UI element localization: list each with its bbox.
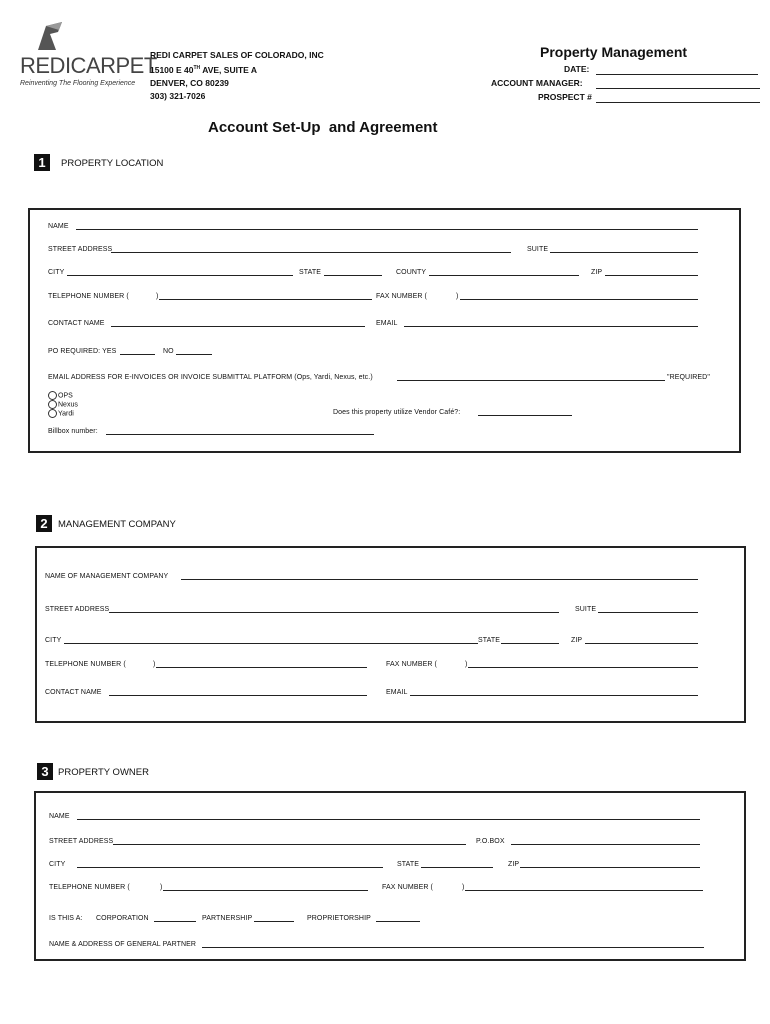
s3-corporation-field[interactable] xyxy=(154,921,196,922)
s2-contact-label: CONTACT NAME xyxy=(45,689,102,696)
s1-suite-label: SUITE xyxy=(527,246,549,253)
s3-street-label: STREET ADDRESS xyxy=(49,838,114,845)
s1-state-field[interactable] xyxy=(324,275,382,276)
s3-general-partner-field[interactable] xyxy=(202,947,704,948)
s3-proprietorship-label: PROPRIETORSHIP xyxy=(307,915,371,922)
s1-street-field[interactable] xyxy=(111,252,511,253)
s3-general-partner-label: NAME & ADDRESS OF GENERAL PARTNER xyxy=(49,941,197,948)
s1-fax-field[interactable] xyxy=(460,299,698,300)
s1-state-label: STATE xyxy=(299,269,322,276)
s1-county-field[interactable] xyxy=(429,275,579,276)
section-3-title: PROPERTY OWNER xyxy=(58,767,149,778)
s1-zip-label: ZIP xyxy=(591,269,603,276)
s1-contact-field[interactable] xyxy=(111,326,365,327)
account-manager-field[interactable] xyxy=(596,88,760,89)
s3-telephone-close: ) xyxy=(160,884,163,891)
s2-city-field[interactable] xyxy=(64,643,478,644)
s3-telephone-label: TELEPHONE NUMBER ( xyxy=(49,884,130,891)
s3-fax-label: FAX NUMBER ( xyxy=(382,884,433,891)
s1-option-nexus[interactable]: Nexus xyxy=(48,400,78,409)
form-title: Account Set-Up and Agreement xyxy=(208,119,438,136)
s1-vendor-cafe-field[interactable] xyxy=(478,415,572,416)
s2-telephone-label: TELEPHONE NUMBER ( xyxy=(45,661,126,668)
s1-po-yes-field[interactable] xyxy=(120,354,155,355)
s1-telephone-field[interactable] xyxy=(159,299,372,300)
s1-city-label: CITY xyxy=(48,269,65,276)
s3-name-field[interactable] xyxy=(77,819,700,820)
property-location-box xyxy=(28,208,741,453)
s1-county-label: COUNTY xyxy=(396,269,427,276)
property-owner-box xyxy=(34,791,746,961)
radio-icon[interactable] xyxy=(48,409,57,418)
logo-mark-icon xyxy=(32,20,66,54)
s1-email-label: EMAIL xyxy=(376,320,398,327)
company-street: 15100 E 40TH AVE, SUITE A xyxy=(150,64,257,75)
s2-name-field[interactable] xyxy=(181,579,698,580)
s3-zip-label: ZIP xyxy=(508,861,520,868)
account-manager-label: ACCOUNT MANAGER: xyxy=(491,78,583,88)
s1-fax-label: FAX NUMBER ( xyxy=(376,293,427,300)
section-2-title: MANAGEMENT COMPANY xyxy=(58,519,176,530)
s3-proprietorship-field[interactable] xyxy=(376,921,420,922)
s2-city-label: CITY xyxy=(45,637,62,644)
logo-brand: REDICARPET xyxy=(20,53,157,78)
s2-fax-close: ) xyxy=(465,661,468,668)
s1-einvoice-label: EMAIL ADDRESS FOR E-INVOICES OR INVOICE SUBMITTAL PLATFORM (Ops, Yardi, Nexus, etc.) xyxy=(48,374,373,381)
radio-icon[interactable] xyxy=(48,391,57,400)
s2-fax-label: FAX NUMBER ( xyxy=(386,661,437,668)
radio-icon[interactable] xyxy=(48,400,57,409)
s3-telephone-field[interactable] xyxy=(163,890,368,891)
s1-po-no-label: NO xyxy=(163,348,174,355)
prospect-label: PROSPECT # xyxy=(538,92,592,102)
s1-vendor-cafe-label: Does this property utilize Vendor Café?: xyxy=(333,409,461,416)
s1-contact-label: CONTACT NAME xyxy=(48,320,105,327)
s1-suite-field[interactable] xyxy=(550,252,698,253)
s1-fax-close: ) xyxy=(456,293,459,300)
s1-zip-field[interactable] xyxy=(605,275,698,276)
s3-state-label: STATE xyxy=(397,861,420,868)
company-city: DENVER, CO 80239 xyxy=(150,77,229,88)
logo-tagline: Reinventing The Flooring Experience xyxy=(20,80,136,87)
s3-partnership-label: PARTNERSHIP xyxy=(202,915,253,922)
company-phone: 303) 321-7026 xyxy=(150,90,206,101)
section-2-number: 2 xyxy=(36,515,52,532)
s1-billbox-label: Billbox number: xyxy=(48,428,98,435)
s1-po-yes-label: PO REQUIRED: YES xyxy=(48,348,117,355)
prospect-field[interactable] xyxy=(596,102,760,103)
s3-state-field[interactable] xyxy=(421,867,493,868)
s1-name-label: NAME xyxy=(48,223,69,230)
s3-street-field[interactable] xyxy=(113,844,466,845)
s3-fax-field[interactable] xyxy=(465,890,703,891)
s1-required-note: "REQUIRED" xyxy=(667,374,710,381)
s3-pobox-label: P.O.BOX xyxy=(476,838,505,845)
s3-zip-field[interactable] xyxy=(520,867,700,868)
s3-fax-close: ) xyxy=(462,884,465,891)
s1-telephone-close: ) xyxy=(156,293,159,300)
s3-is-this-label: IS THIS A: xyxy=(49,915,83,922)
s2-contact-field[interactable] xyxy=(109,695,367,696)
s2-fax-field[interactable] xyxy=(468,667,698,668)
s2-suite-label: SUITE xyxy=(575,606,597,613)
s3-corporation-label: CORPORATION xyxy=(96,915,149,922)
s2-suite-field[interactable] xyxy=(598,612,698,613)
s1-po-no-field[interactable] xyxy=(176,354,212,355)
s1-einvoice-field[interactable] xyxy=(397,380,665,381)
s1-email-field[interactable] xyxy=(404,326,698,327)
s2-email-field[interactable] xyxy=(410,695,698,696)
s3-pobox-field[interactable] xyxy=(511,844,700,845)
s1-billbox-field[interactable] xyxy=(106,434,374,435)
section-3-number: 3 xyxy=(37,763,53,780)
s1-street-label: STREET ADDRESS xyxy=(48,246,113,253)
s3-partnership-field[interactable] xyxy=(254,921,294,922)
s1-option-yardi[interactable]: Yardi xyxy=(48,409,74,418)
company-logo xyxy=(20,20,157,95)
s3-city-label: CITY xyxy=(49,861,66,868)
s1-name-field[interactable] xyxy=(76,229,698,230)
s2-street-label: STREET ADDRESS xyxy=(45,606,110,613)
section-1-title: PROPERTY LOCATION xyxy=(61,158,164,169)
s2-telephone-close: ) xyxy=(153,661,156,668)
date-field[interactable] xyxy=(596,74,758,75)
date-label: DATE: xyxy=(564,64,590,74)
s1-city-field[interactable] xyxy=(67,275,293,276)
s1-option-ops[interactable]: OPS xyxy=(48,391,73,400)
s3-name-label: NAME xyxy=(49,813,70,820)
s2-zip-label: ZIP xyxy=(571,637,583,644)
section-1-number: 1 xyxy=(34,154,50,171)
s2-email-label: EMAIL xyxy=(386,689,408,696)
s2-name-label: NAME OF MANAGEMENT COMPANY xyxy=(45,573,169,580)
s2-state-field[interactable] xyxy=(501,643,559,644)
company-address xyxy=(150,49,324,103)
s2-zip-field[interactable] xyxy=(585,643,698,644)
header-title: Property Management xyxy=(540,44,688,60)
s2-telephone-field[interactable] xyxy=(156,667,367,668)
s3-city-field[interactable] xyxy=(77,867,383,868)
s1-telephone-label: TELEPHONE NUMBER ( xyxy=(48,293,129,300)
s2-state-label: STATE xyxy=(478,637,501,644)
company-name: REDI CARPET SALES OF COLORADO, INC xyxy=(150,50,324,60)
s2-street-field[interactable] xyxy=(109,612,559,613)
